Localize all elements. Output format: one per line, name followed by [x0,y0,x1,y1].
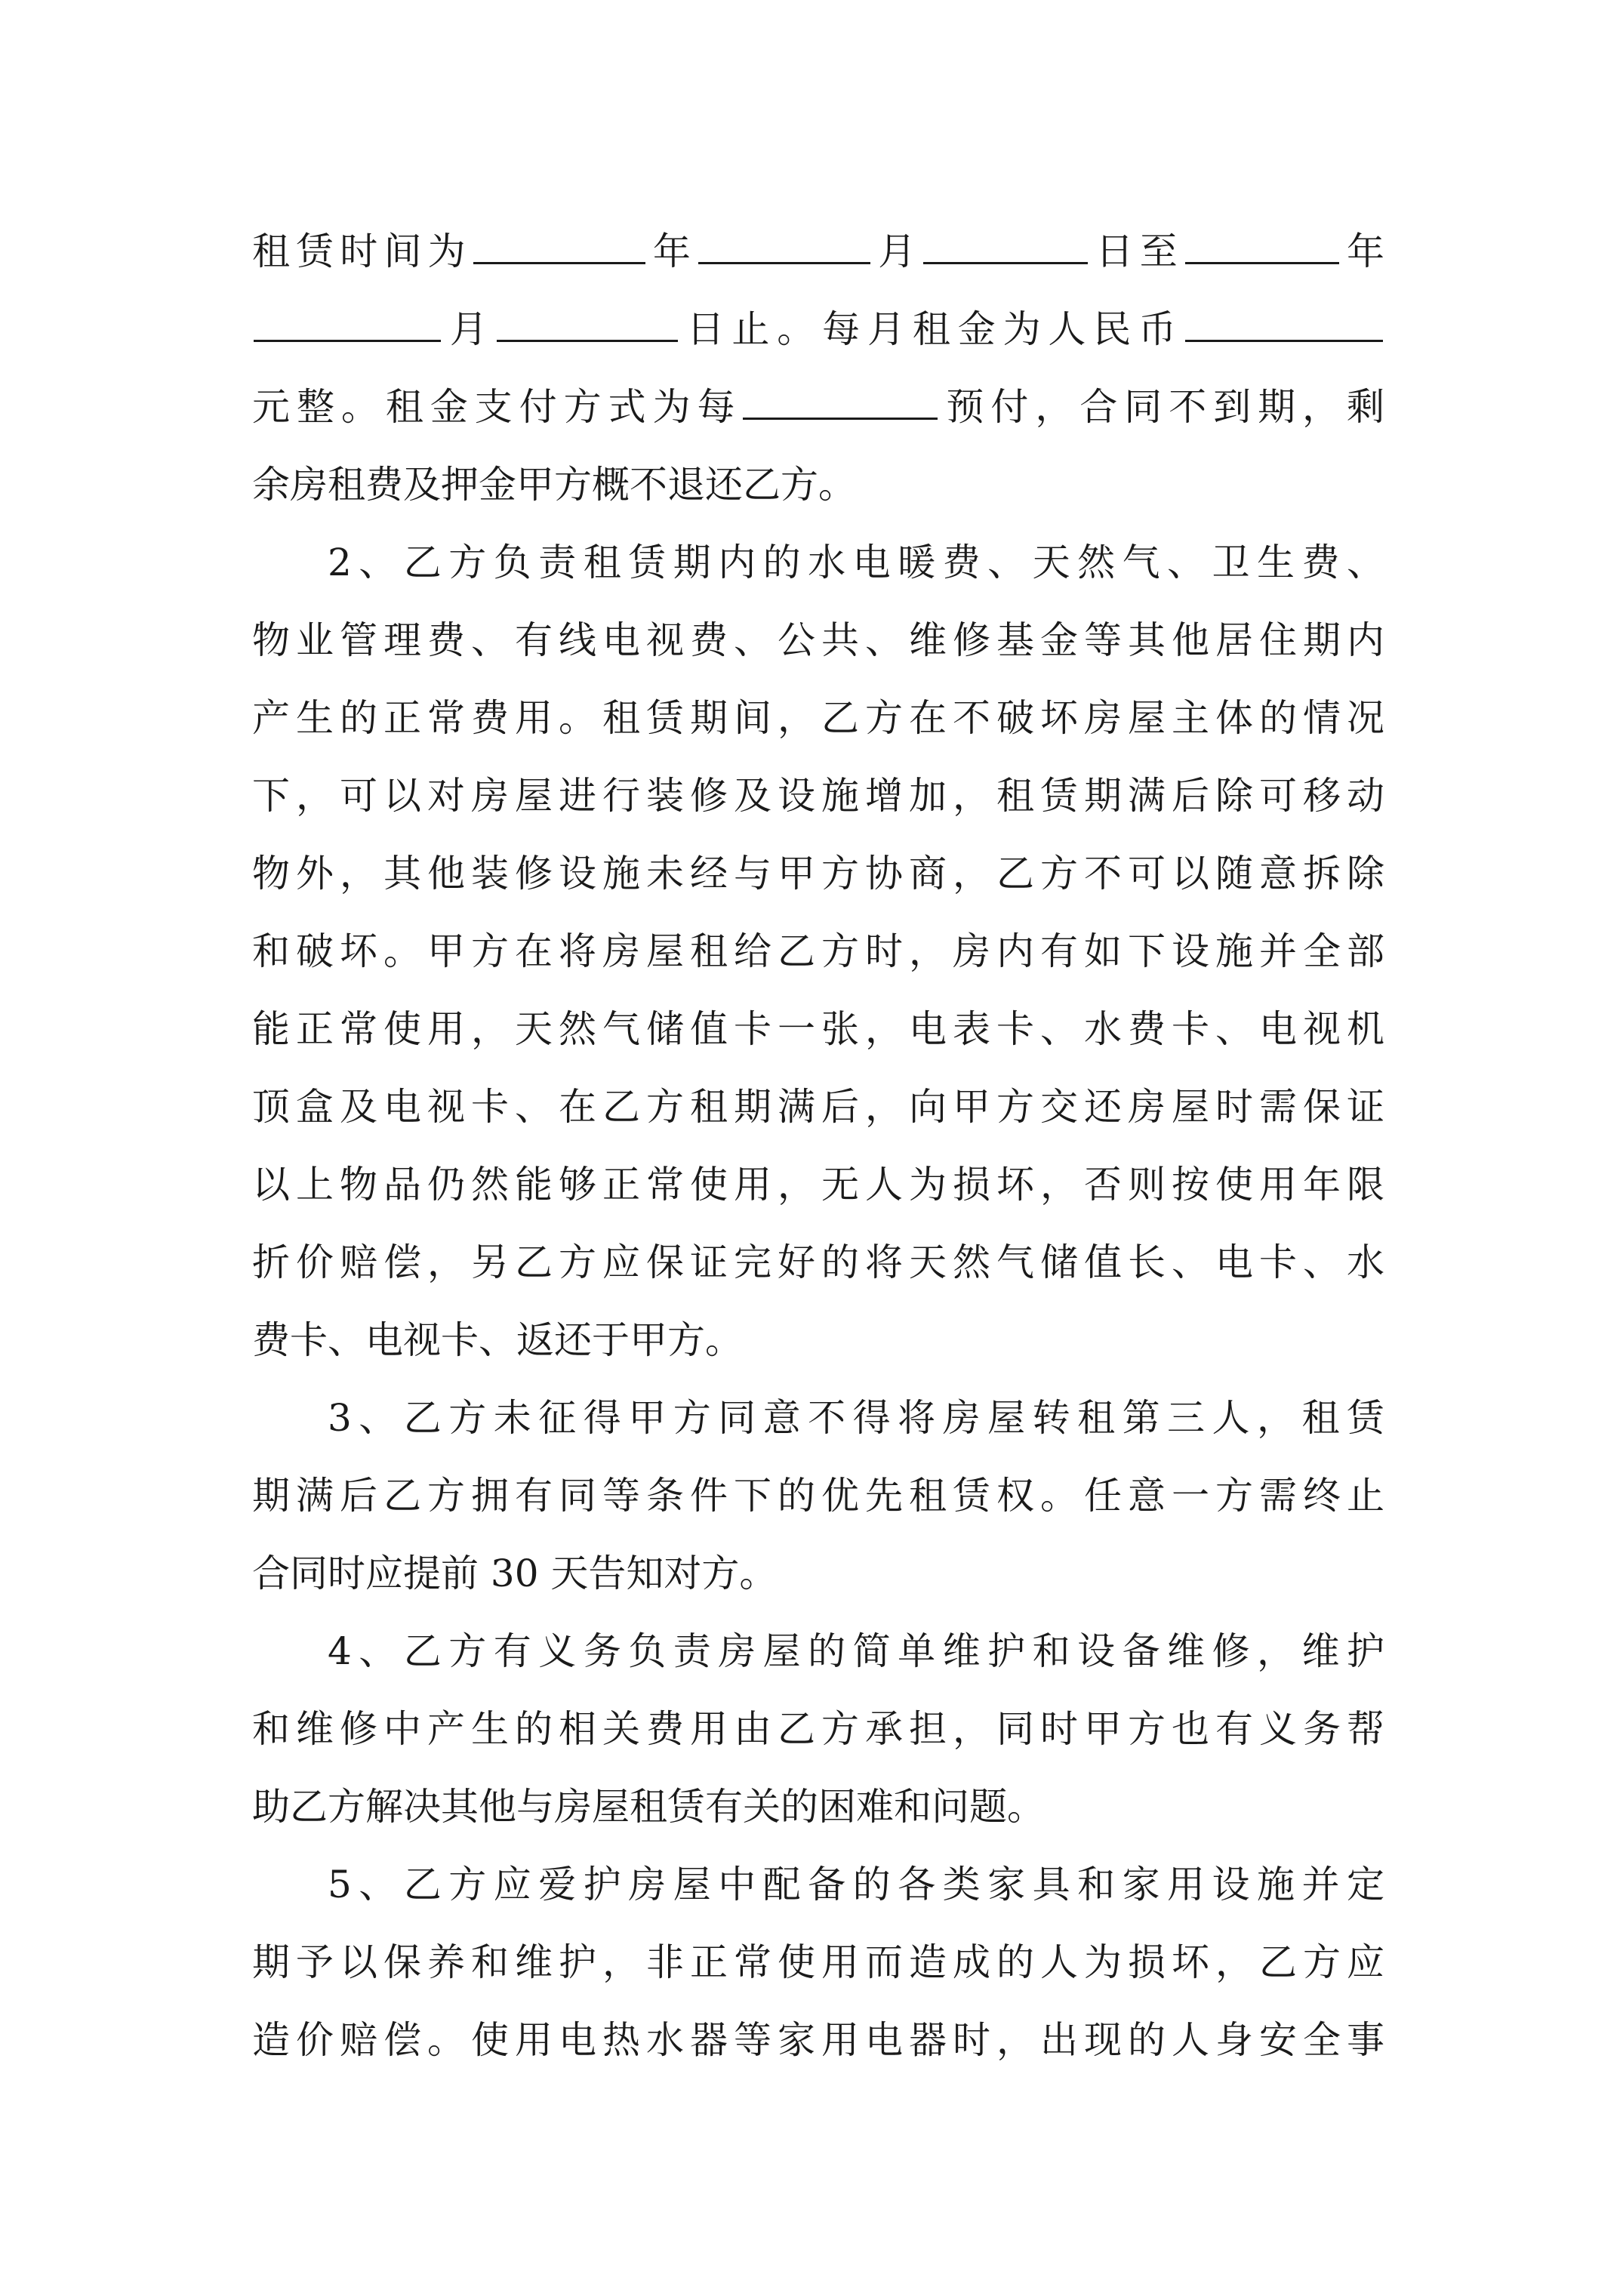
start-year-label: 年 [646,230,698,273]
clause-4-line: 和维修中产生的相关费用由乙方承担，同时甲方也有义务帮 [252,1707,1384,1751]
document-body [252,213,1384,2079]
rent-amount-line [252,291,1384,368]
clause-5-line: 期予以保养和维护，非正常使用而造成的人为损坏，乙方应 [252,1940,1384,1984]
monthly-rent-label: 日止。每月租金为人民币 [679,307,1184,351]
clause-4-line: 4、乙方有义务负责房屋的简单维护和设备维修，维护 [328,1629,1384,1673]
clause-5-line: 5、乙方应爱护房屋中配备的各类家具和家用设施并定 [328,1863,1384,1906]
clause-2-line: 费卡、电视卡、返还于甲方。 [252,1318,743,1362]
start-day-label: 日至 [1089,230,1184,273]
end-year-blank [1185,220,1339,264]
monthly-rent-blank [1185,297,1383,342]
clause-2-line: 能正常使用，天然气储值卡一张，电表卡、水费卡、电视机 [252,1007,1384,1051]
payment-method-line [252,368,1384,446]
clause-2-line: 顶盒及电视卡、在乙方租期满后，向甲方交还房屋时需保证 [252,1085,1384,1129]
end-day-blank [497,297,678,342]
deposit-clause-line [252,446,1384,524]
clause-2-line: 折价赔偿，另乙方应保证完好的将天然气储值长、电卡、水 [252,1240,1384,1284]
end-year-label: 年 [1340,230,1385,273]
clause-2-line: 和破坏。甲方在将房屋租给乙方时，房内有如下设施并全部 [252,929,1384,973]
rental-period-label: 租赁时间为 [252,230,472,273]
rental-period-line [252,213,1384,291]
end-month-blank [254,297,441,342]
clause-2-line: 以上物品仍然能够正常使用，无人为损坏，否则按使用年限 [252,1163,1384,1207]
payment-method-label: 元整。租金支付方式为每 [252,385,742,429]
start-month-label: 月 [872,230,922,273]
clause-3-line: 合同时应提前 30 天告知对方。 [252,1552,778,1595]
clause-2-line: 下，可以对房屋进行装修及设施增加，租赁期满后除可移动 [252,774,1384,818]
end-month-label: 月 [442,307,495,351]
clause-3-line: 期满后乙方拥有同等条件下的优先租赁权。任意一方需终止 [252,1474,1384,1518]
clause-3-line: 3、乙方未征得甲方同意不得将房屋转租第三人，租赁 [328,1396,1384,1440]
start-year-blank [473,220,645,264]
clause-2-line: 产生的正常费用。租赁期间，乙方在不破坏房屋主体的情况 [252,696,1384,740]
start-month-blank [698,220,870,264]
payment-period-blank [743,375,938,420]
payment-terms-text: 预付，合同不到期，剩 [939,385,1385,429]
start-day-blank [923,220,1088,264]
clause-2-line: 物业管理费、有线电视费、公共、维修基金等其他居住期内 [252,618,1384,662]
clause-4-line: 助乙方解决其他与房屋租赁有关的困难和问题。 [252,1785,1045,1829]
deposit-clause-text: 余房租费及押金甲方概不退还乙方。 [252,463,856,507]
clause-5-line: 造价赔偿。使用电热水器等家用电器时，出现的人身安全事 [252,2018,1384,2062]
clause-2-line: 2、乙方负责租赁期内的水电暖费、天然气、卫生费、 [328,541,1384,584]
clause-2-line: 物外，其他装修设施未经与甲方协商，乙方不可以随意拆除 [252,852,1384,895]
